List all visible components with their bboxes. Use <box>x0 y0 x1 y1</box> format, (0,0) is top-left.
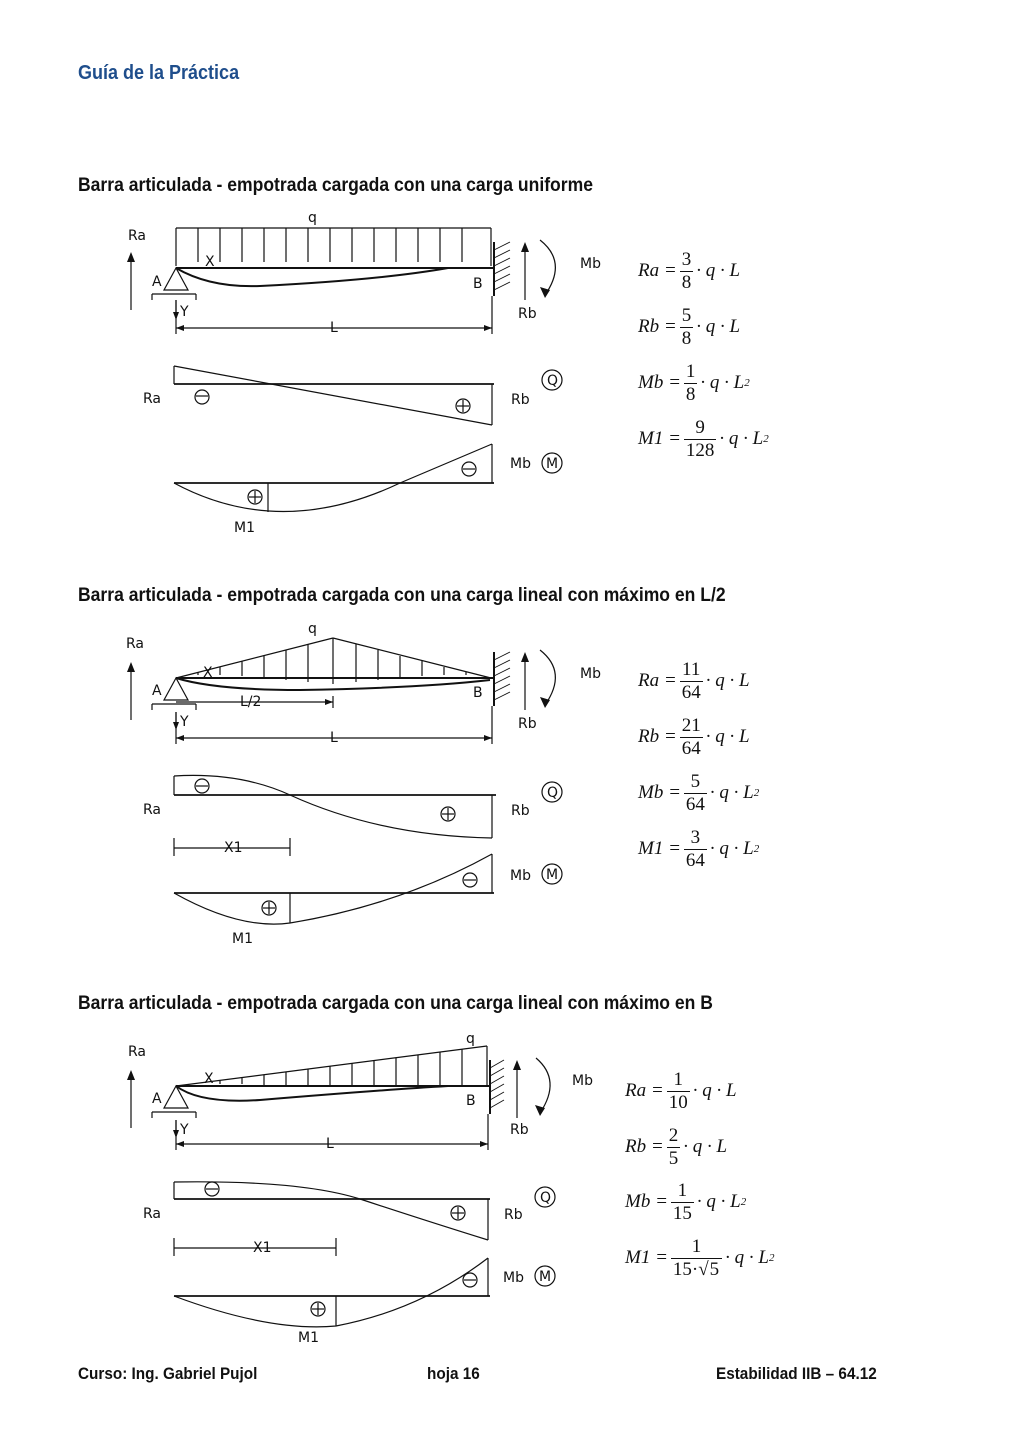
label-q-circle: Q <box>547 373 559 389</box>
formula-m1: M1 = $\frac{3}{64}$ · q · L 2 <box>638 827 760 871</box>
label-shear-ra: Ra <box>143 1206 161 1222</box>
formula-mb: Mb = $\frac{1}{15}$ · q · L 2 <box>625 1180 747 1224</box>
label-y: Y <box>180 714 189 730</box>
label-m1: M1 <box>232 931 253 947</box>
label-shear-rb: Rb <box>511 392 530 408</box>
formula-rb: Rb = $\frac{2}{5}$ · q · L <box>625 1125 728 1169</box>
label-x: X <box>204 1071 214 1087</box>
label-x1: X1 <box>224 840 243 856</box>
load-arrows <box>176 228 491 266</box>
footer-subject: Estabilidad IIB – 64.12 <box>716 1364 877 1383</box>
load-arrows <box>220 1049 462 1086</box>
formula-m1: M1 = $\frac{1}{15\cdot√5}$ · q · L 2 <box>625 1236 775 1280</box>
label-m1: M1 <box>234 520 255 536</box>
label-ra: Ra <box>128 1044 146 1060</box>
label-m1: M1 <box>298 1330 319 1346</box>
label-ra: Ra <box>126 636 144 652</box>
label-shear-ra: Ra <box>143 802 161 818</box>
label-x: X <box>203 665 213 681</box>
section-3-title: Barra articulada - empotrada cargada con una carga lineal con máximo en B <box>78 992 713 1014</box>
label-rb: Rb <box>518 716 537 732</box>
footer-page-number: hoja 16 <box>427 1364 480 1383</box>
label-m-circle: M <box>546 456 559 472</box>
formula-ra: Ra = $\frac{11}{64}$ · q · L <box>638 659 750 703</box>
diagram-triangular-load-mid <box>120 615 601 950</box>
label-x: X <box>205 254 215 270</box>
label-l: L <box>330 320 338 336</box>
label-m-circle: M <box>546 867 559 883</box>
label-q: q <box>466 1031 475 1047</box>
label-rb: Rb <box>510 1122 529 1138</box>
label-moment-mb: Mb <box>510 456 531 472</box>
diagram-triangular-load-b <box>120 1025 593 1350</box>
label-l: L <box>330 730 338 746</box>
label-a: A <box>152 683 162 699</box>
label-shear-rb: Rb <box>504 1207 523 1223</box>
label-l: L <box>326 1136 334 1152</box>
footer-course: Curso: Ing. Gabriel Pujol <box>78 1364 258 1383</box>
label-shear-ra: Ra <box>143 391 161 407</box>
label-rb: Rb <box>518 306 537 322</box>
label-m-circle: M <box>539 1269 552 1285</box>
formula-m1: M1 = $\frac{9}{128}$ · q · L 2 <box>638 417 769 461</box>
formula-rb: Rb = $\frac{21}{64}$ · q · L <box>638 715 750 759</box>
label-mb: Mb <box>580 666 601 682</box>
label-shear-rb: Rb <box>511 803 530 819</box>
label-ra: Ra <box>128 228 146 244</box>
label-a: A <box>152 274 162 290</box>
formula-ra: Ra = $\frac{3}{8}$ · q · L <box>638 249 741 293</box>
section-2-title: Barra articulada - empotrada cargada con una carga lineal con máximo en L/2 <box>78 584 726 606</box>
label-q-circle: Q <box>540 1190 552 1206</box>
label-a: A <box>152 1091 162 1107</box>
label-l2: L/2 <box>240 694 262 710</box>
label-y: Y <box>180 1122 189 1138</box>
page-header-title: Guía de la Práctica <box>78 62 240 84</box>
label-mb: Mb <box>572 1073 593 1089</box>
label-x1: X1 <box>253 1240 272 1256</box>
diagram-uniform-load <box>120 205 601 540</box>
formula-mb: Mb = $\frac{1}{8}$ · q · L 2 <box>638 361 750 405</box>
label-b: B <box>466 1093 476 1109</box>
label-mb: Mb <box>580 256 601 272</box>
formula-rb: Rb = $\frac{5}{8}$ · q · L <box>638 305 741 349</box>
formula-mb: Mb = $\frac{5}{64}$ · q · L 2 <box>638 771 760 815</box>
section-1-title: Barra articulada - empotrada cargada con una carga uniforme <box>78 174 593 196</box>
label-moment-mb: Mb <box>510 868 531 884</box>
label-moment-mb: Mb <box>503 1270 524 1286</box>
label-b: B <box>473 685 483 701</box>
label-q-circle: Q <box>547 785 559 801</box>
label-q: q <box>308 621 317 637</box>
label-q: q <box>308 210 317 226</box>
formula-ra: Ra = $\frac{1}{10}$ · q · L <box>625 1069 737 1113</box>
label-b: B <box>473 276 483 292</box>
label-y: Y <box>180 304 189 320</box>
